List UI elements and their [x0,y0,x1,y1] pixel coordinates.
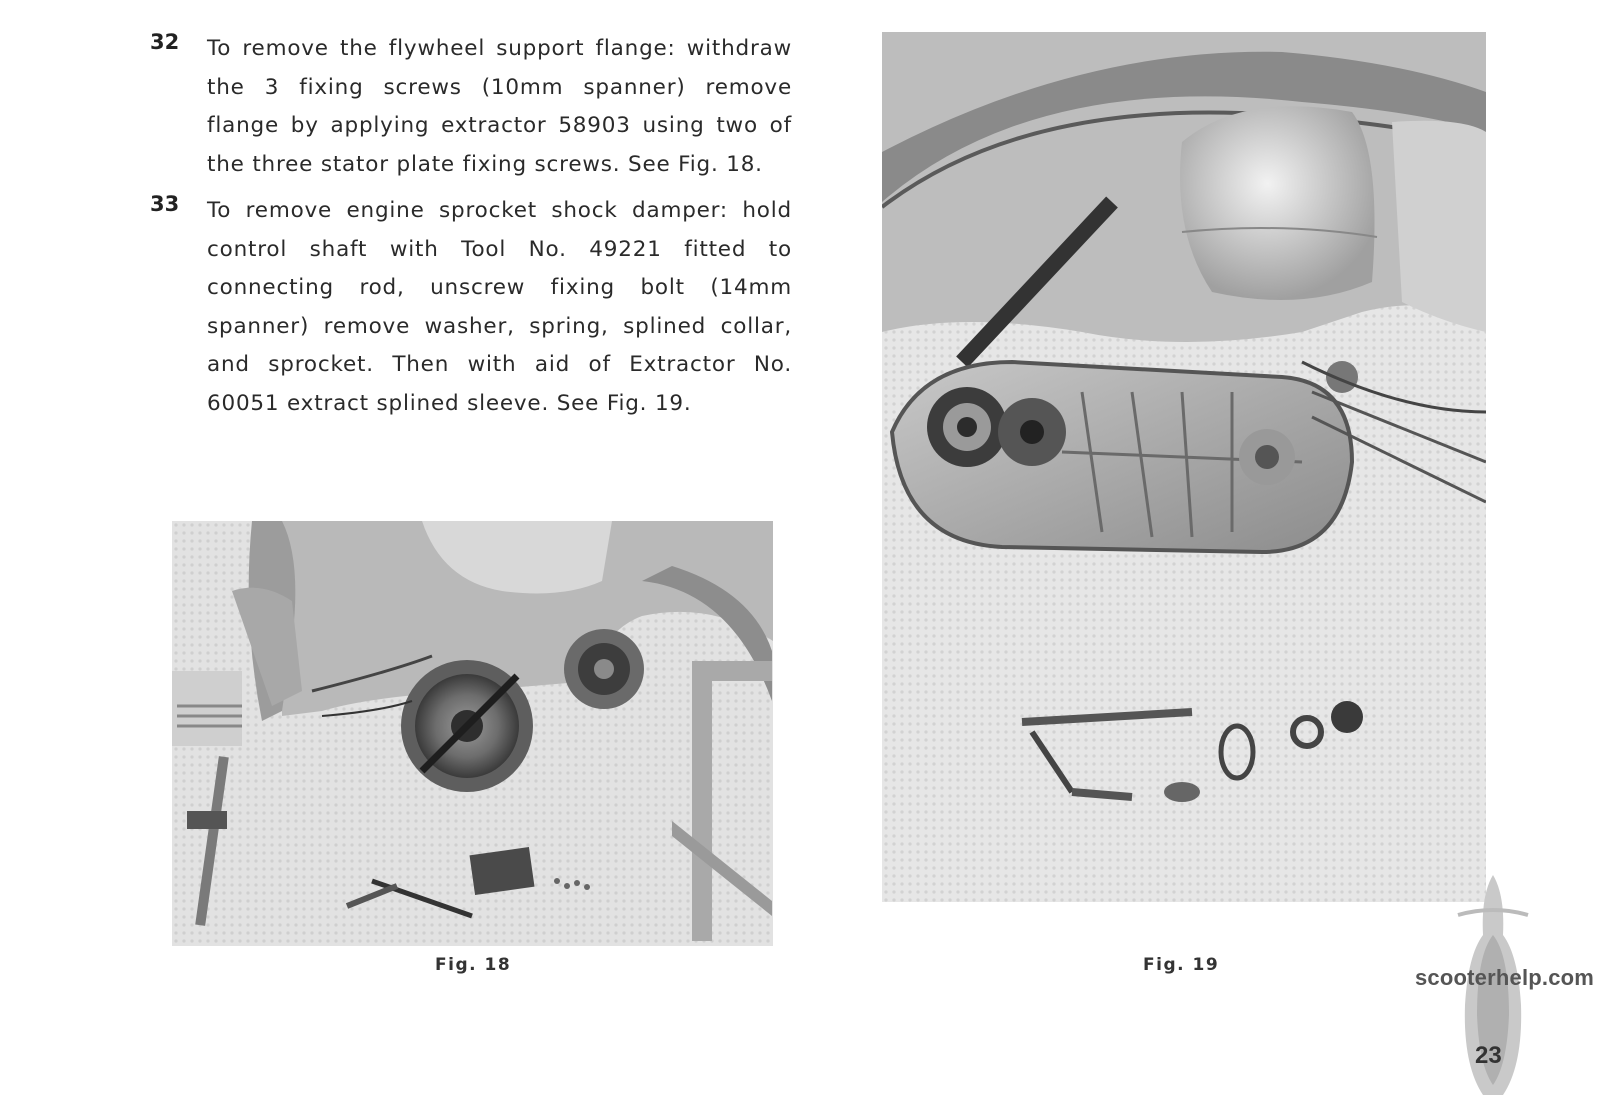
engine-sprocket-photo [882,32,1486,902]
step-text: To remove engine sprocket shock damper: hold control shaft with Tool No. 49221 fitted to connecting rod, unscrew fixing bolt (14mm spanner) remove washer, spring, splined collar, and sprocket. Then with aid of Extractor No. 60051 extract splined sleeve. See Fig. 19. [207,198,792,416]
step-number: 32 [150,30,180,54]
watermark-text: scooterhelp.com [1415,965,1595,990]
step-text: To remove the flywheel support flange: withdraw the 3 fixing screws (10mm spanner) remove flange by applying extractor 58903 using two of the three stator plate fixing screws. See Fig. 18. [207,36,792,177]
figure-19-caption: Fig. 19 [1143,955,1220,975]
engine-flywheel-photo [172,521,773,946]
figure-19-photo [882,32,1486,902]
figure-18-caption: Fig. 18 [435,955,512,975]
figure-18-photo [172,521,773,946]
page-number: 23 [1475,1042,1502,1069]
scooterhelp-watermark [1415,875,1600,1100]
step-number: 33 [150,192,180,216]
